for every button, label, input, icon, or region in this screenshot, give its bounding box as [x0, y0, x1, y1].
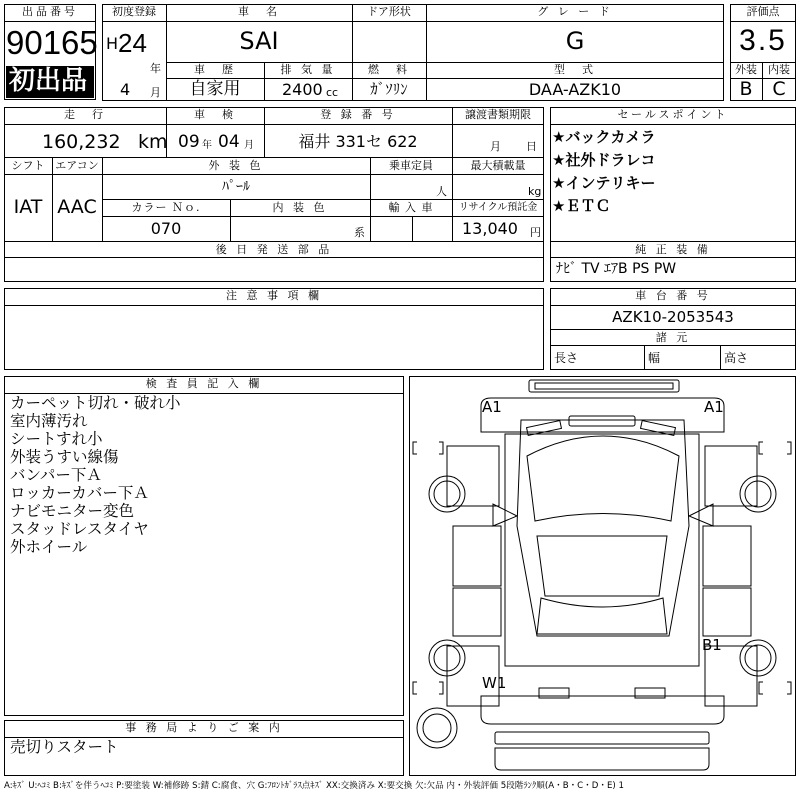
inspection-month-unit: 月 [244, 140, 254, 151]
office-text: 売切りスタート [10, 738, 119, 756]
mileage-unit: km [138, 131, 168, 153]
damage-mark-w1: W1 [482, 674, 507, 692]
inspector-line: スタッドレスタイヤ [10, 520, 149, 538]
lot-number: 90165 [6, 24, 98, 61]
damage-mark-b1: B1 [702, 636, 722, 654]
import-label: 輸 入 車 [388, 201, 434, 214]
capacity-label: 乗車定員 [389, 159, 433, 172]
reg-year: 24 [118, 28, 147, 58]
exterior-label: 外装 [735, 63, 757, 76]
transfer-label: 譲渡書類期限 [465, 108, 531, 121]
later-parts-label: 後 日 発 送 部 品 [215, 243, 333, 256]
history-label: 車 歴 [194, 63, 236, 76]
type-label: 型 式 [554, 63, 596, 76]
inspection-month: 04 [218, 132, 240, 152]
recycle-unit: 円 [530, 226, 541, 239]
interior-color-label: 内 装 色 [272, 201, 328, 214]
selling-point-item: ★バックカメラ [552, 128, 656, 146]
inspector-line: バンパー下Ａ [10, 466, 102, 484]
era-label: H [106, 34, 119, 53]
history-value: 自家用 [189, 79, 241, 99]
inspector-line: ナビモニター変色 [10, 502, 135, 520]
score-value: 3.5 [739, 24, 787, 57]
mileage-value: 160,232 [42, 131, 121, 153]
color-value: ﾊﾟｰﾙ [222, 179, 250, 195]
load-unit: kg [528, 185, 542, 198]
height-label: 高さ [724, 351, 749, 365]
first-listing-label: 初出品 [9, 66, 88, 96]
width-label: 幅 [648, 351, 661, 365]
inspector-line: カーペット切れ・破れ小 [10, 394, 181, 412]
inspector-line: 外装うすい線傷 [10, 448, 119, 466]
score-label: 評価点 [746, 5, 780, 18]
chassis-label: 車 台 番 号 [635, 289, 711, 302]
lot-label: 出品番号 [22, 5, 78, 18]
selling-points-label: セールスポイント [617, 108, 729, 121]
inspector-line: 外ホイール [10, 538, 88, 556]
selling-point-item: ★インテリキー [552, 174, 656, 192]
type-code: DAA-AZK10 [528, 80, 622, 99]
car-diagram [409, 376, 796, 776]
inspection-year-unit: 年 [202, 140, 212, 151]
interior-label: 内装 [768, 63, 790, 76]
transfer-month-unit: 月 [490, 140, 501, 153]
first-reg-label: 初度登録 [112, 5, 156, 18]
inspection-year: 09 [178, 132, 200, 152]
selling-point-item: ★社外ドラレコ [552, 151, 656, 169]
exterior-grade: B [739, 78, 753, 100]
chassis-number: AZK10-2053543 [612, 308, 734, 326]
displacement-value: 2400 [282, 80, 323, 99]
inspector-line: シートすれ小 [10, 430, 103, 448]
color-no-label: カラー Ｎｏ. [131, 201, 201, 214]
shift-label: シフト [11, 159, 45, 172]
length-label: 長さ [554, 351, 579, 365]
fuel-value: ｶﾞｿﾘﾝ [370, 80, 408, 98]
color-no-value: 070 [150, 219, 182, 238]
door-label: ドア形状 [367, 5, 411, 18]
damage-mark-a1-left: A1 [482, 398, 502, 416]
model-label: 車 名 [238, 5, 280, 18]
interior-color-unit: 系 [354, 226, 365, 239]
recycle-label: リサイクル預託金 [458, 202, 538, 213]
office-label: 事 務 局 よ り ご 案 内 [125, 721, 283, 734]
specs-label: 諸 元 [655, 331, 691, 344]
displacement-unit: cc [326, 86, 339, 99]
year-unit: 年 [150, 62, 161, 75]
shift-value: IAT [13, 196, 43, 218]
color-label: 外 装 色 [208, 159, 264, 172]
plate-label: 登 録 番 号 [320, 108, 396, 121]
notes-label: 注 意 事 項 欄 [226, 289, 322, 302]
legend: A:ｷｽﾞ U:ﾍｺﾐ B:ｷｽﾞを伴うﾍｺﾐ P:要塗装 W:補修跡 S:錆 C:腐食、穴 G:ﾌﾛﾝﾄｶﾞﾗｽ点ｷｽﾞ XX:交換済み X:要交換 欠:欠品 内・外装評価 5段階ﾗﾝｸ順(A・B・C・D・E) 1 [4, 781, 624, 791]
reg-month: 4 [120, 80, 131, 99]
inspector-label: 検 査 員 記 入 欄 [145, 377, 263, 390]
selling-point-item: ★ＥＴＣ [552, 197, 611, 215]
fuel-label: 燃 料 [368, 63, 410, 76]
grade-label: グ レ ー ド [537, 5, 613, 18]
grade-value: G [565, 27, 585, 55]
equipment-value: ﾅﾋﾞ TV ｴｱB PS PW [556, 261, 677, 277]
model-name: SAI [239, 27, 279, 55]
plate-value: 福井 331セ 622 [298, 132, 418, 151]
recycle-value: 13,040 [462, 219, 518, 238]
month-unit: 月 [150, 86, 161, 99]
equipment-label: 純 正 装 備 [635, 243, 711, 256]
transfer-day-unit: 日 [526, 140, 537, 153]
load-label: 最大積載量 [470, 159, 526, 172]
ac-value: AAC [57, 196, 97, 218]
capacity-unit: 人 [436, 185, 447, 198]
displacement-label: 排 気 量 [280, 63, 336, 76]
ac-label: エアコン [55, 159, 99, 172]
inspector-line: 室内薄汚れ [10, 412, 88, 430]
inspection-label: 車 検 [194, 108, 236, 121]
damage-mark-a1-right: A1 [704, 398, 724, 416]
mileage-label: 走 行 [64, 108, 106, 121]
interior-grade: C [772, 78, 786, 100]
inspector-line: ロッカーカバー下Ａ [10, 484, 149, 502]
